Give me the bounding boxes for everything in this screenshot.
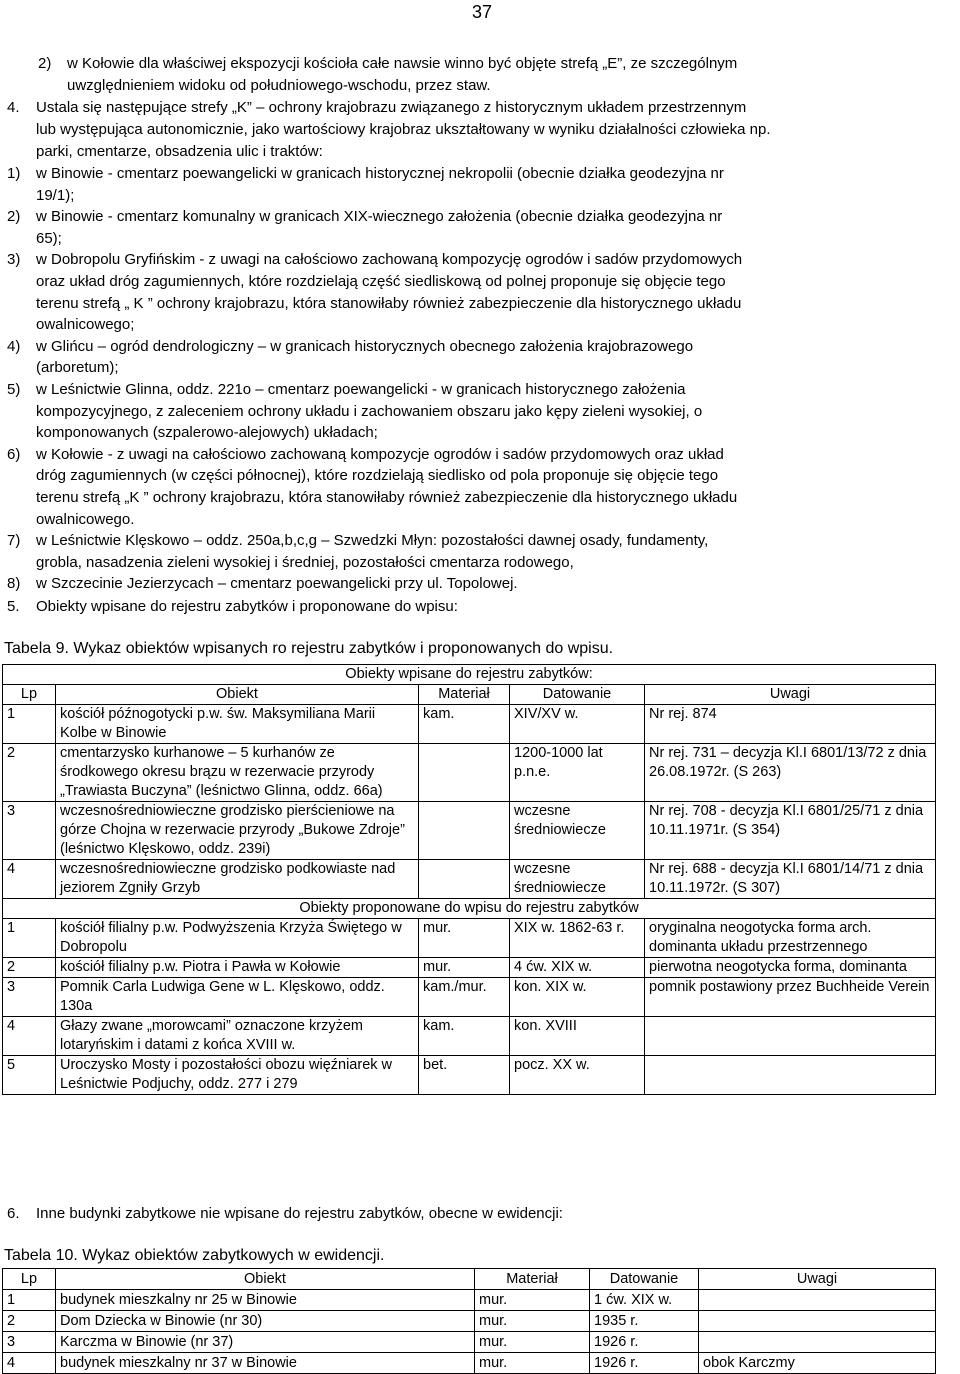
table-row [3,705,936,744]
table-row [3,1311,936,1332]
table-section-header: Obiekty proponowane do wpisu do rejestru zabytków [3,899,936,919]
inventory-table [2,1268,936,1374]
table-cell: kon. XVIII [510,1017,645,1056]
table-cell: 2 [3,958,56,978]
registry-table [2,664,936,1095]
list-item-line: terenu strefą „ K ” ochrony krajobrazu, która stanowiłaby również zabezpieczenie dla historycznego układu [36,294,742,312]
list-item-line: w Leśnictwie Glinna, oddz. 221o – cmentarz poewangelicki - w granicach historycznego założenia [36,381,686,398]
column-header: Datowanie [510,685,645,705]
table-row [3,860,936,899]
table-cell: kościół filialny p.w. Podwyższenia Krzyża Świętego w Dobropolu [56,919,419,958]
list-item-line: kompozycyjnego, z zaleceniem ochrony układu i zachowaniem obszaru jako kępy zieleni wysokiej, o [36,402,703,420]
table-cell: obok Karczmy [699,1353,936,1374]
column-header: Datowanie [590,1269,699,1290]
list-item-line: w Szczecinie Jezierzycach – cmentarz poewangelicki przy ul. Topolowej. [36,575,518,593]
table-row [3,802,936,860]
table-cell [645,1017,936,1056]
section-heading: Obiekty wpisane do rejestru zabytków i proponowane do wpisu: [36,598,458,615]
table-cell: XIV/XV w. [510,705,645,744]
table-cell: 2 [3,1311,56,1332]
list-item-line: w Glińcu – ogród dendrologiczny – w granicach historycznych obecnego założenia krajobrazowego [36,337,694,355]
table-row [3,978,936,1017]
table-cell: 1 [3,919,56,958]
table-cell [419,802,510,860]
table-row [3,1290,936,1311]
list-item-line: w Dobropolu Gryfińskim - z uwagi na całościowo zachowaną kompozycję ogrodów i sadów przydomowych [36,251,743,269]
table-cell: kam. [419,705,510,744]
table-cell: pierwotna neogotycka forma, dominanta [645,958,936,978]
list-item-line: owalnicowego. [36,510,135,528]
table-cell: mur. [475,1290,590,1311]
table-caption: Tabela 9. Wykaz obiektów wpisanych ro rejestru zabytków i proponowanych do wpisu. [4,640,614,657]
table-cell: Nr rej. 708 - decyzja Kl.I 6801/25/71 z dnia 10.11.1971r. (S 354) [645,802,936,860]
table-cell: 2 [3,744,56,802]
table-cell: mur. [419,919,510,958]
table-cell: 5 [3,1056,56,1095]
table-cell: 3 [3,1332,56,1353]
list-item-line: dróg zagumiennych (w części północnej), które rozdzielają siedlisko od pola proponuje się objęcie tego [36,467,719,485]
paragraph-line: lub występująca autonomicznie, jako wartościowy krajobraz ukształtowany w wyniku działalności człowieka np. [36,121,771,138]
table-cell [699,1290,936,1311]
list-item-number: 3) [7,251,21,269]
table-row [3,1017,936,1056]
table-cell: mur. [419,958,510,978]
list-item-line: oraz układ dróg zagumiennych, które rozdzielają część siedliskową od polnej proponuje się objęcie tego [36,273,726,290]
table-cell: bet. [419,1056,510,1095]
table-caption: Tabela 10. Wykaz obiektów zabytkowych w ewidencji. [4,1247,385,1264]
column-header: Materiał [419,685,510,705]
table-cell: 1935 r. [590,1311,699,1332]
section-number: 5. [7,598,20,615]
table-row [3,744,936,802]
table-cell: Głazy zwane „morowcami” oznaczone krzyżem lotaryńskim i datami z końca XVIII w. [56,1017,419,1056]
table-cell: 1200-1000 lat p.n.e. [510,744,645,802]
table-row [3,958,936,978]
table-cell: kon. XIX w. [510,978,645,1017]
list-item-line: w Binowie - cmentarz poewangelicki w granicach historycznej nekropolii (obecnie działka geodezyjna nr [36,165,724,182]
table-cell: pocz. XX w. [510,1056,645,1095]
table-cell [699,1311,936,1332]
table-cell: mur. [475,1332,590,1353]
column-header: Obiekt [56,685,419,705]
list-item-line: komponowanych (szpalerowo-alejowych) układach; [36,424,378,442]
list-item-number: 1) [7,165,21,182]
table-cell: 4 [3,1017,56,1056]
table-cell: Karczma w Binowie (nr 37) [56,1332,475,1353]
paragraph-line: w Kołowie dla właściwej ekspozycji kościoła całe nawsie winno być objęte strefą „E”, ze szczególnym [67,55,738,72]
table-row [3,1353,936,1374]
list-item-line: terenu strefą „K ” ochrony krajobrazu, która stanowiłaby również zabezpieczenie dla historycznego układu [36,489,738,506]
table-cell: Nr rej. 874 [645,705,936,744]
table-cell [699,1332,936,1353]
list-item-line: w Binowie - cmentarz komunalny w granicach XIX-wiecznego założenia (obecnie działka geodezyjna nr [36,208,723,226]
table-cell [645,1056,936,1095]
table-cell: 3 [3,978,56,1017]
list-item-number: 7) [7,532,21,550]
table-cell: Pomnik Carla Ludwiga Gene w L. Klęskowo, oddz. 130a [56,978,419,1017]
table-cell: 1926 r. [590,1332,699,1353]
column-header: Materiał [475,1269,590,1290]
page-number: 37 [472,2,493,22]
list-item-line: 65); [36,229,62,247]
paragraph-line: parki, cmentarze, obsadzenia ulic i traktów: [36,143,323,160]
table-cell: 1926 r. [590,1353,699,1374]
table-cell: Nr rej. 688 - decyzja Kl.I 6801/14/71 z dnia 10.11.1972r. (S 307) [645,860,936,899]
paragraph-line: uwzględnieniem widoku od południowego-wschodu, przez staw. [67,77,491,94]
table-row [3,1056,936,1095]
table-cell: kam./mur. [419,978,510,1017]
list-item-number: 4) [7,337,21,355]
table-cell: budynek mieszkalny nr 25 w Binowie [56,1290,475,1311]
column-header: Uwagi [699,1269,936,1290]
table-cell: wczesnośredniowieczne grodzisko pierścieniowe na górze Chojna w rezerwacie przyrody „Bukowe Zdroje” (leśnictwo Klęskowo, oddz. 239i) [56,802,419,860]
list-item-number: 5) [7,381,21,398]
table-cell: 1 ćw. XIX w. [590,1290,699,1311]
list-item-number: 6) [7,445,21,463]
column-header: Lp [3,1269,56,1290]
table-cell: 1 [3,1290,56,1311]
list-item-number: 2) [7,208,21,226]
section-heading: Inne budynki zabytkowe nie wpisane do rejestru zabytków, obecne w ewidencji: [36,1205,563,1222]
column-header: Uwagi [645,685,936,705]
column-header: Obiekt [56,1269,475,1290]
table-cell: kościół późnogotycki p.w. św. Maksymiliana Marii Kolbe w Binowie [56,705,419,744]
table-cell: 1 [3,705,56,744]
table-cell: wczesne średniowiecze [510,860,645,899]
item-number: 2) [38,55,52,72]
table-cell: kościół filialny p.w. Piotra i Pawła w Kołowie [56,958,419,978]
table-row [3,919,936,958]
section-number: 6. [7,1205,20,1222]
table-cell: wczesne średniowiecze [510,802,645,860]
table-cell: cmentarzysko kurhanowe – 5 kurhanów ze środkowego okresu brązu w rezerwacie przyrody „Trawiasta Buczyna” (leśnictwo Glinna, oddz. 66a) [56,744,419,802]
table-row [3,1332,936,1353]
section-number: 4. [7,99,20,116]
column-header: Lp [3,685,56,705]
table-cell: mur. [475,1353,590,1374]
table-cell: pomnik postawiony przez Buchheide Verein [645,978,936,1017]
table-cell [419,860,510,899]
table-cell: 3 [3,802,56,860]
list-item-line: w Kołowie - z uwagi na całościowo zachowaną kompozycje ogrodów i sadów przydomowych oraz układ [36,445,724,463]
table-cell [419,744,510,802]
list-item-number: 8) [7,575,21,593]
list-item-line: w Leśnictwie Klęskowo – oddz. 250a,b,c,g – Szwedzki Młyn: pozostałości dawnej osady, fundamenty, [36,532,709,550]
list-item-line: grobla, nasadzenia zieleni wysokiej i średniej, pozostałości cmentarza rodowego, [36,553,574,571]
table-cell: mur. [475,1311,590,1332]
table-cell: 4 [3,860,56,899]
table-section-header: Obiekty wpisane do rejestru zabytków: [3,665,936,685]
list-item-line: owalnicowego; [36,316,135,334]
table-cell: Dom Dziecka w Binowie (nr 30) [56,1311,475,1332]
table-cell: oryginalna neogotycka forma arch. dominanta układu przestrzennego [645,919,936,958]
table-cell: Uroczysko Mosty i pozostałości obozu więźniarek w Leśnictwie Podjuchy, oddz. 277 i 279 [56,1056,419,1095]
table-cell: 4 ćw. XIX w. [510,958,645,978]
table-cell: XIX w. 1862-63 r. [510,919,645,958]
table-cell: 4 [3,1353,56,1374]
table-cell: Nr rej. 731 – decyzja Kl.I 6801/13/72 z dnia 26.08.1972r. (S 263) [645,744,936,802]
paragraph-line: Ustala się następujące strefy „K” – ochrony krajobrazu związanego z historycznym układem przestrzennym [36,99,747,116]
list-item-line: 19/1); [36,186,75,204]
table-cell: kam. [419,1017,510,1056]
table-cell: budynek mieszkalny nr 37 w Binowie [56,1353,475,1374]
list-item-line: (arboretum); [36,359,119,377]
table-cell: wczesnośredniowieczne grodzisko podkowiaste nad jeziorem Zgniły Grzyb [56,860,419,899]
